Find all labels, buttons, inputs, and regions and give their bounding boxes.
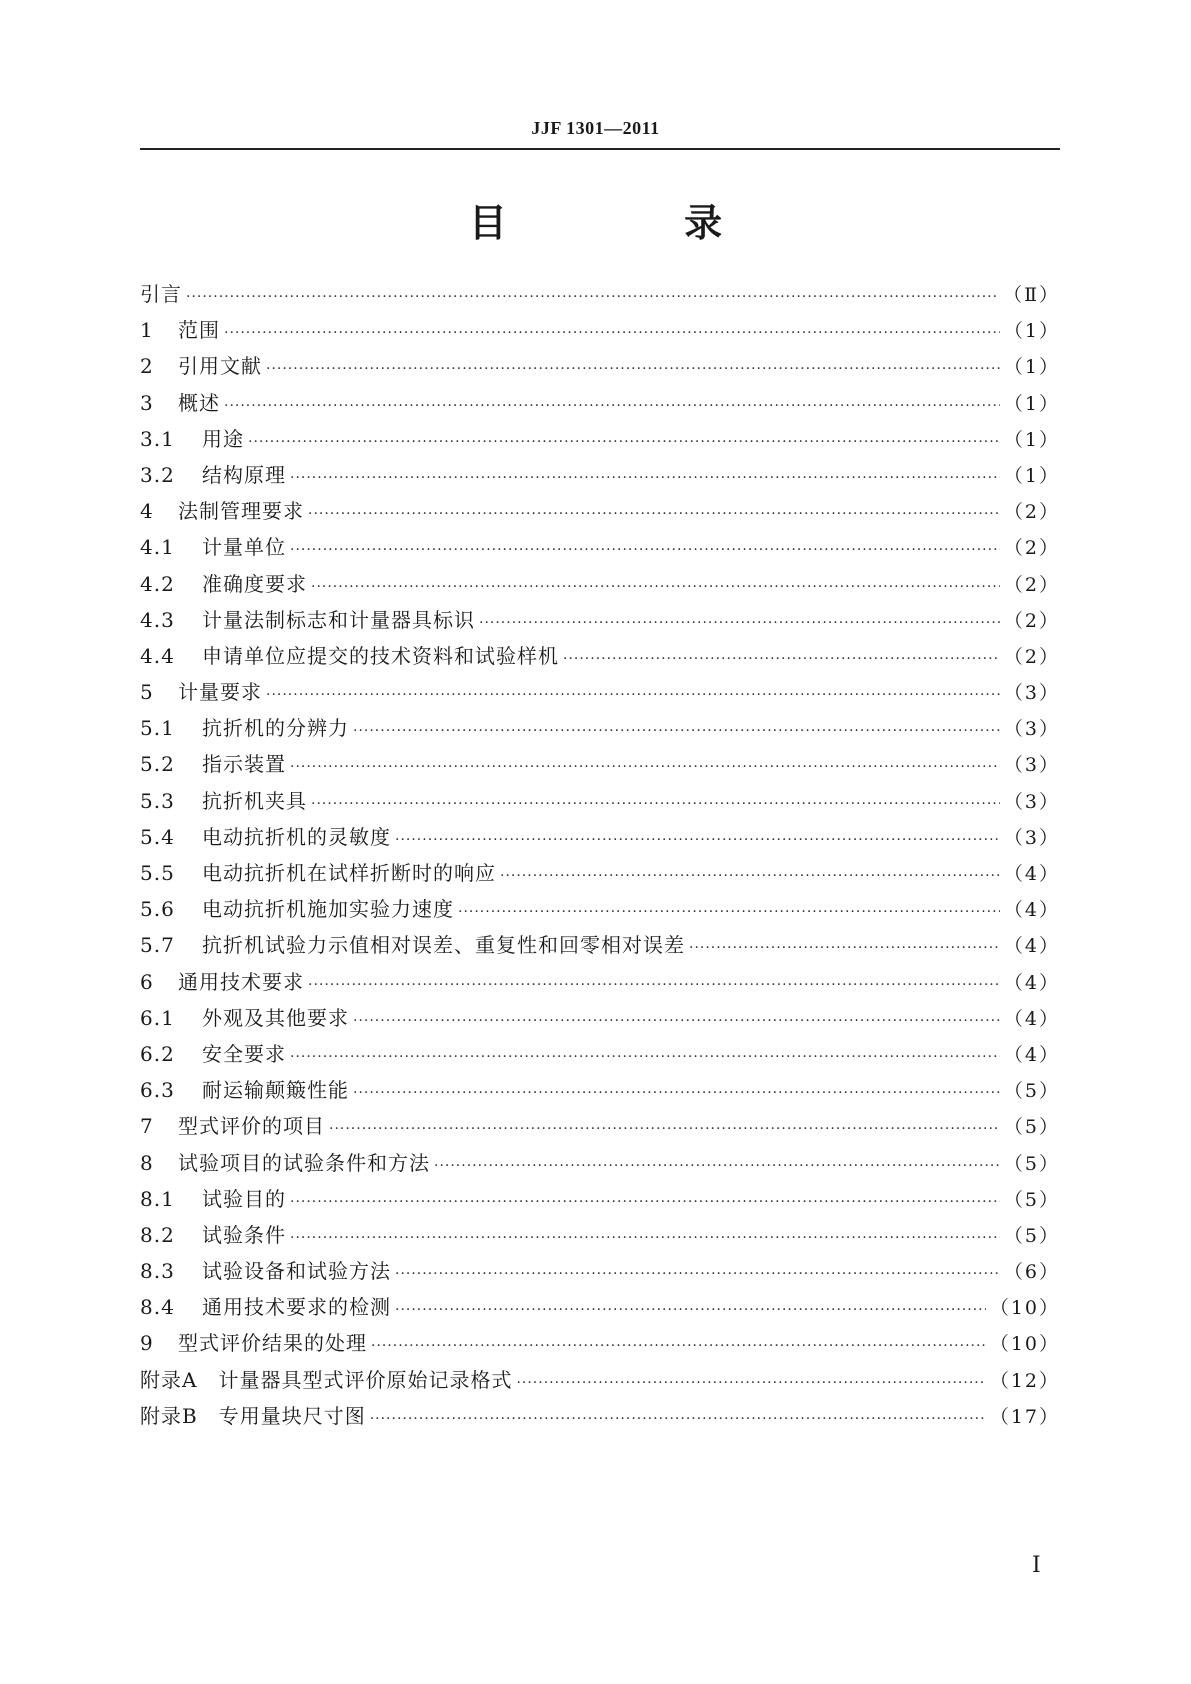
toc-entry-title: 电动抗折机在试样折断时的响应 <box>202 861 496 885</box>
toc-entry-page: （2） <box>1003 645 1060 668</box>
toc-dot-leader <box>308 967 1000 1003</box>
toc-entry-title: 型式评价的项目 <box>178 1114 325 1139</box>
toc-entry-title: 安全要求 <box>202 1041 286 1066</box>
toc-entry-label <box>140 891 454 927</box>
toc-entry-label <box>140 1362 512 1398</box>
toc-entry-title: 试验目的 <box>202 1186 286 1211</box>
toc-entry-label <box>140 1108 325 1144</box>
toc-entry-page: （5） <box>1003 1152 1060 1175</box>
toc-entry-number: 3.1 <box>140 426 175 451</box>
toc-entry-title: 计量单位 <box>202 535 286 560</box>
toc-entry[interactable] <box>140 819 1060 855</box>
toc-entry-title: 耐运输颠簸性能 <box>202 1078 349 1103</box>
toc-entry-label <box>140 1072 349 1108</box>
toc-entry[interactable] <box>140 638 1060 674</box>
toc-entry-page: （3） <box>1003 754 1060 777</box>
toc-entry[interactable] <box>140 1181 1060 1217</box>
toc-dot-leader <box>370 1401 986 1437</box>
toc-entry-label <box>140 566 307 602</box>
toc-entry-label <box>140 1036 286 1072</box>
toc-entry[interactable] <box>140 602 1060 638</box>
toc-dot-leader <box>290 1184 1000 1220</box>
toc-entry-page: （4） <box>1003 1043 1060 1066</box>
toc-entry[interactable] <box>140 1072 1060 1108</box>
toc-dot-leader <box>353 1003 1000 1039</box>
toc-entry-title: 用途 <box>202 426 244 451</box>
toc-entry-page: （Ⅱ） <box>1003 284 1060 306</box>
toc-entry-number: 5.4 <box>140 824 175 849</box>
toc-entry-page: （2） <box>1003 501 1060 524</box>
toc-entry-page: （5） <box>1003 1116 1060 1139</box>
toc-entry-label <box>140 1289 391 1325</box>
toc-entry-label <box>140 746 286 782</box>
toc-entry-page: （2） <box>1003 537 1060 560</box>
toc-entry-page: （10） <box>989 1297 1060 1320</box>
toc-entry-number: 5 <box>140 680 154 705</box>
toc-entry-number: 5.1 <box>140 716 175 741</box>
toc-dot-leader <box>458 894 1000 930</box>
toc-entry-title: 法制管理要求 <box>178 499 304 524</box>
toc-entry-label <box>140 855 496 891</box>
toc-entry-number: 5.5 <box>140 861 175 885</box>
toc-entry-page: （5） <box>1003 1188 1060 1211</box>
toc-entry-title: 通用技术要求的检测 <box>202 1295 391 1320</box>
toc-entry-title: 外观及其他要求 <box>202 1005 349 1030</box>
toc-entry-title: 抗折机试验力示值相对误差、重复性和回零相对误差 <box>202 933 685 958</box>
toc-entry-number: 4 <box>140 499 154 524</box>
toc-dot-leader <box>395 822 1000 858</box>
toc-entry-title: 通用技术要求 <box>178 969 304 994</box>
toc-entry[interactable] <box>140 891 1060 927</box>
toc-entry[interactable] <box>140 927 1060 963</box>
toc-entry[interactable] <box>140 1325 1060 1361</box>
toc-entry-number: 9 <box>140 1331 154 1356</box>
toc-entry-page: （12） <box>989 1369 1060 1392</box>
toc-entry-number: 3.2 <box>140 462 175 487</box>
toc-entry-label <box>140 276 182 312</box>
toc-entry-page: （17） <box>989 1405 1060 1428</box>
toc-entry-label <box>140 710 349 746</box>
toc-entry-label <box>140 421 244 457</box>
toc-entry-title: 准确度要求 <box>202 571 307 596</box>
toc-entry[interactable] <box>140 1108 1060 1144</box>
toc-entry[interactable] <box>140 421 1060 457</box>
toc-entry[interactable] <box>140 1362 1060 1398</box>
toc-entry-number: 4.3 <box>140 607 175 632</box>
toc-entry-label <box>140 674 262 710</box>
toc-entry-page: （2） <box>1003 573 1060 596</box>
toc-entry-title: 计量要求 <box>178 680 262 705</box>
toc-dot-leader <box>311 569 1000 605</box>
toc-entry-number: 8 <box>140 1150 154 1175</box>
toc-entry-page: （4） <box>1003 1007 1060 1030</box>
toc-entry-title: 范围 <box>178 318 220 343</box>
toc-dot-leader <box>563 641 1000 677</box>
toc-entry-label <box>140 964 304 1000</box>
toc-entry-number: 6.1 <box>140 1005 175 1030</box>
toc-entry-label <box>140 927 685 963</box>
toc-entry[interactable] <box>140 276 1060 312</box>
toc-entry-page: （10） <box>989 1333 1060 1356</box>
toc-dot-leader <box>290 532 1000 568</box>
toc-entry-title: 抗折机的分辨力 <box>202 716 349 741</box>
toc-entry[interactable] <box>140 1145 1060 1181</box>
toc-entry-page: （4） <box>1003 899 1060 922</box>
toc-entry-title: 指示装置 <box>202 752 286 777</box>
toc-entry-label <box>140 1000 349 1036</box>
toc-entry-title: 试验项目的试验条件和方法 <box>178 1150 430 1175</box>
page-number: Ⅰ <box>1032 1552 1041 1577</box>
toc-dot-leader <box>689 930 1000 966</box>
toc-entry[interactable] <box>140 566 1060 602</box>
toc-entry[interactable] <box>140 783 1060 819</box>
toc-entry-title: 电动抗折机施加实验力速度 <box>202 897 454 922</box>
toc-dot-leader <box>353 713 1000 749</box>
toc-entry-page: （4） <box>1003 863 1060 885</box>
toc-entry-page: （1） <box>1003 428 1060 451</box>
toc-entry[interactable] <box>140 964 1060 1000</box>
toc-entry-label <box>140 312 220 348</box>
toc-entry-label <box>140 602 475 638</box>
toc-dot-leader <box>266 677 1000 713</box>
toc-entry[interactable] <box>140 457 1060 493</box>
toc-dot-leader <box>248 424 1000 460</box>
toc-entry-number: 4.4 <box>140 643 175 668</box>
toc-entry-number: 5.3 <box>140 788 175 813</box>
toc-dot-leader <box>479 605 1000 641</box>
toc-entry-page: （3） <box>1003 790 1060 813</box>
toc-entry-number: 8.2 <box>140 1222 175 1247</box>
toc-entry-title: 引用文献 <box>178 354 262 379</box>
toc-entry-label <box>140 1398 366 1434</box>
toc-entry-label <box>140 783 307 819</box>
toc-entry-number: 5.6 <box>140 897 175 922</box>
toc-dot-leader <box>186 279 999 315</box>
toc-entry[interactable] <box>140 1253 1060 1289</box>
toc-dot-leader <box>395 1256 1000 1292</box>
toc-entry[interactable] <box>140 312 1060 348</box>
toc-entry-page: （1） <box>1003 320 1060 343</box>
toc-entry[interactable] <box>140 385 1060 421</box>
toc-entry-page: （1） <box>1003 464 1060 487</box>
toc-entry[interactable] <box>140 1036 1060 1072</box>
toc-entry-number: 7 <box>140 1114 154 1139</box>
toc-entry-page: （4） <box>1003 935 1060 958</box>
document-code-header: JJF 1301—2011 <box>531 118 660 138</box>
toc-entry-label <box>140 529 286 565</box>
header-divider <box>140 148 1060 150</box>
toc-entry-number: 2 <box>140 354 154 379</box>
toc-entry[interactable] <box>140 529 1060 565</box>
toc-entry[interactable] <box>140 348 1060 384</box>
toc-dot-leader <box>395 1292 986 1328</box>
toc-entry-title: 试验条件 <box>202 1222 286 1247</box>
toc-dot-leader <box>290 460 1000 496</box>
toc-entry-label <box>140 1253 391 1289</box>
toc-entry-number: 5.2 <box>140 752 175 777</box>
toc-dot-leader <box>329 1111 1000 1147</box>
toc-entry[interactable] <box>140 1000 1060 1036</box>
toc-dot-leader <box>290 749 1000 785</box>
toc-entry-number: 1 <box>140 318 154 343</box>
toc-entry-title: 抗折机夹具 <box>202 788 307 813</box>
toc-entry-label <box>140 385 220 421</box>
toc-entry-number: 8.4 <box>140 1295 175 1320</box>
toc-dot-leader <box>311 786 1000 822</box>
toc-entry-page: （5） <box>1003 1080 1060 1103</box>
toc-entry[interactable] <box>140 1217 1060 1253</box>
toc-dot-leader <box>371 1328 986 1364</box>
toc-dot-leader <box>266 351 1000 387</box>
toc-entry[interactable] <box>140 1398 1060 1434</box>
toc-entry-title: 计量法制标志和计量器具标识 <box>202 607 475 632</box>
toc-entry-page: （1） <box>1003 392 1060 415</box>
table-of-contents <box>140 276 1060 1434</box>
toc-dot-leader <box>290 1039 1000 1075</box>
toc-dot-leader <box>516 1365 985 1401</box>
toc-entry-number: 6.2 <box>140 1041 175 1066</box>
toc-entry-page: （3） <box>1003 718 1060 741</box>
toc-entry-number: 6.3 <box>140 1078 175 1103</box>
toc-entry-title: 附录B 专用量块尺寸图 <box>140 1403 366 1428</box>
page-title: 目 录 <box>468 201 805 245</box>
toc-entry-title: 试验设备和试验方法 <box>202 1259 391 1284</box>
toc-dot-leader <box>308 496 1000 532</box>
toc-entry-number: 3 <box>140 390 154 415</box>
toc-entry-title: 结构原理 <box>202 462 286 487</box>
toc-entry-label <box>140 638 559 674</box>
toc-dot-leader <box>224 315 1000 351</box>
toc-entry-label <box>140 1325 367 1361</box>
toc-entry-page: （4） <box>1003 971 1060 994</box>
toc-entry-page: （5） <box>1003 1224 1060 1247</box>
toc-entry-number: 8.1 <box>140 1186 175 1211</box>
toc-entry-label <box>140 493 304 529</box>
toc-dot-leader <box>500 858 1000 894</box>
toc-entry-number: 4.1 <box>140 535 175 560</box>
toc-entry-number: 4.2 <box>140 571 175 596</box>
toc-entry-title: 概述 <box>178 390 220 415</box>
toc-entry-number: 6 <box>140 969 154 994</box>
toc-entry-title: 附录A 计量器具型式评价原始记录格式 <box>140 1367 513 1392</box>
toc-entry[interactable] <box>140 1289 1060 1325</box>
toc-entry[interactable] <box>140 710 1060 746</box>
toc-entry-page: （6） <box>1003 1261 1060 1284</box>
toc-entry-label <box>140 819 391 855</box>
toc-entry-page: （3） <box>1003 682 1060 705</box>
toc-entry[interactable] <box>140 493 1060 529</box>
toc-entry-page: （2） <box>1003 609 1060 632</box>
toc-entry[interactable] <box>140 855 1060 891</box>
toc-entry-number: 8.3 <box>140 1259 175 1284</box>
toc-dot-leader <box>353 1075 1000 1111</box>
toc-dot-leader <box>434 1148 1000 1184</box>
toc-entry-label <box>140 1145 430 1181</box>
toc-entry-title: 型式评价结果的处理 <box>178 1331 367 1356</box>
toc-entry-page: （1） <box>1003 356 1060 379</box>
toc-entry-label <box>140 348 262 384</box>
toc-entry[interactable] <box>140 674 1060 710</box>
toc-dot-leader <box>290 1220 1000 1256</box>
toc-entry-title: 申请单位应提交的技术资料和试验样机 <box>202 643 559 668</box>
toc-entry-page: （3） <box>1003 826 1060 849</box>
toc-entry[interactable] <box>140 746 1060 782</box>
toc-entry-title: 电动抗折机的灵敏度 <box>202 824 391 849</box>
toc-entry-label <box>140 1217 286 1253</box>
toc-entry-label <box>140 1181 286 1217</box>
toc-entry-title: 引言 <box>140 282 182 306</box>
toc-entry-number: 5.7 <box>140 933 175 958</box>
toc-entry-label <box>140 457 286 493</box>
toc-dot-leader <box>224 388 1000 424</box>
